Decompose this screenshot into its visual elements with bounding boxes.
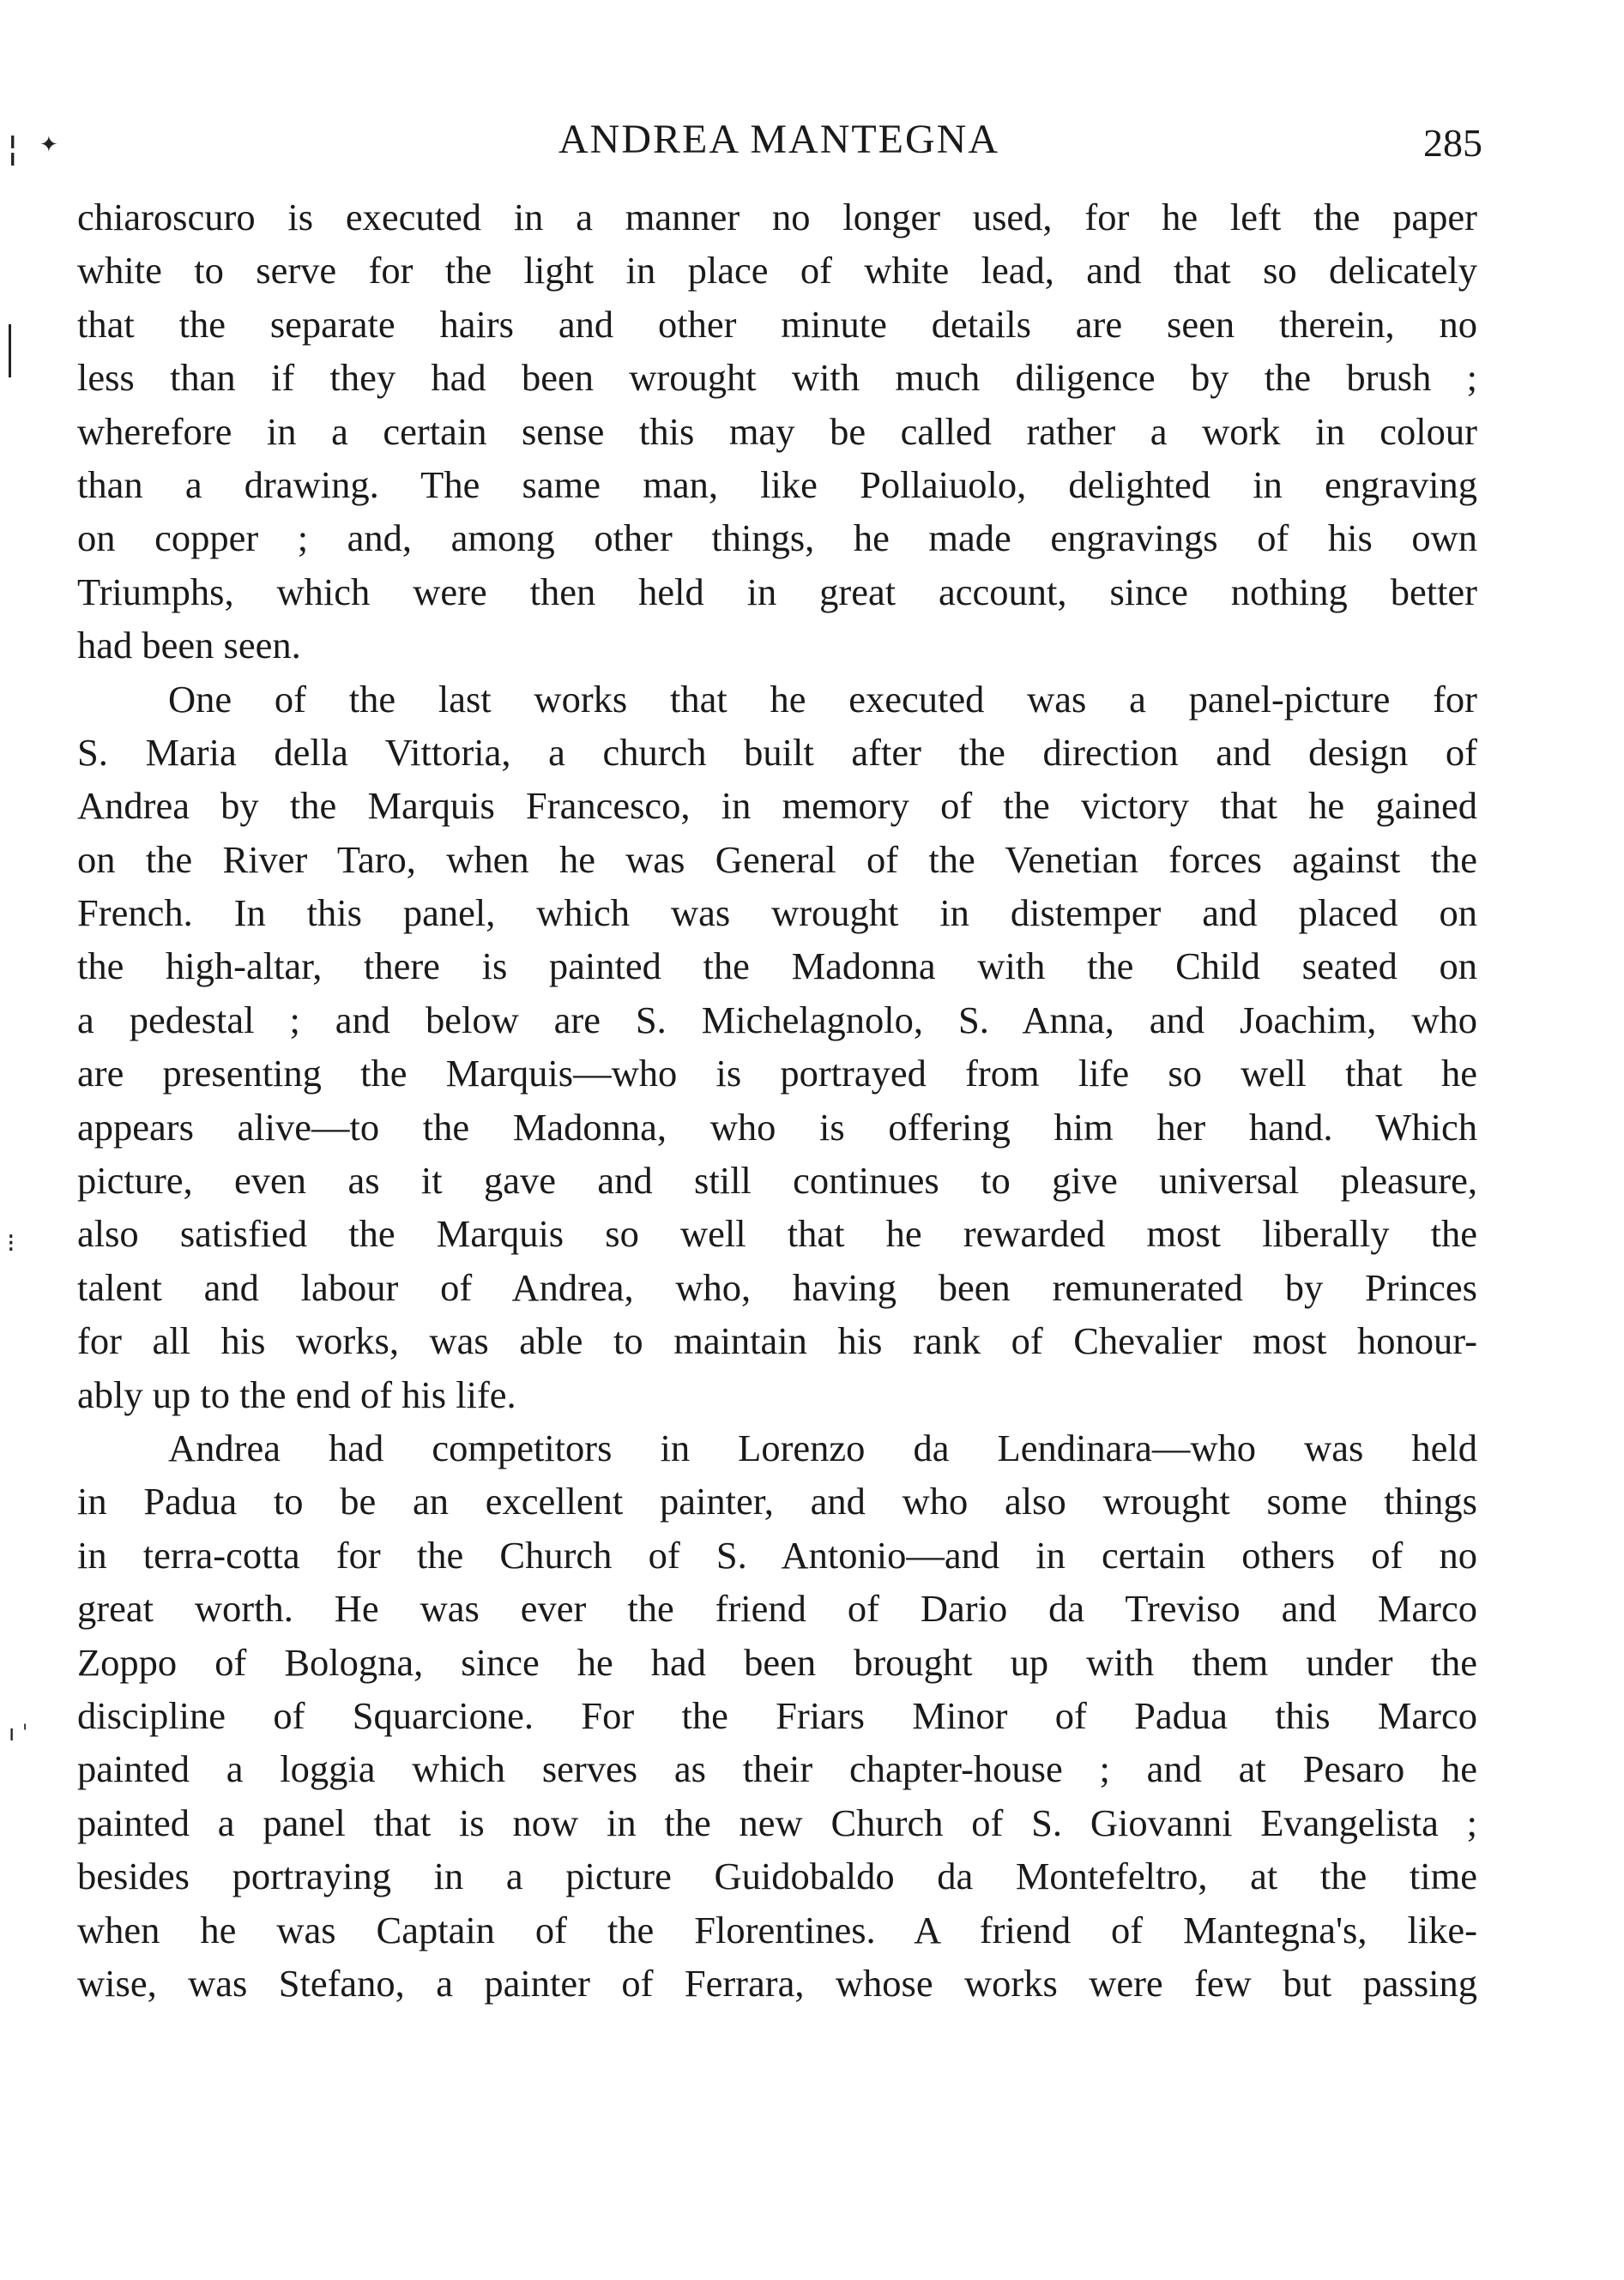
text-line: besides portraying in a picture Guidobaldo da Montefeltro, at the time bbox=[77, 1855, 1477, 1898]
text-line: wherefore in a certain sense this may be called rather a work in colour bbox=[77, 409, 1477, 453]
page-number: 285 bbox=[1423, 121, 1482, 165]
scan-mark bbox=[9, 324, 11, 377]
running-head bbox=[75, 110, 1482, 170]
text-line: painted a loggia which serves as their chapter-house ; and at Pesaro he bbox=[77, 1747, 1477, 1791]
text-line: great worth. He was ever the friend of Dario da Treviso and Marco bbox=[77, 1587, 1477, 1631]
text-line: painted a panel that is now in the new Church of S. Giovanni Evangelista ; bbox=[77, 1800, 1477, 1844]
text-line: picture, even as it gave and still continues to give universal pleasure, bbox=[77, 1159, 1477, 1203]
text-line: on the River Taro, when he was General of the Venetian forces against the bbox=[77, 837, 1477, 881]
body-text bbox=[77, 190, 1477, 2010]
scan-mark: ✦ bbox=[39, 132, 58, 158]
text-line: Zoppo of Bologna, since he had been brought up with them under the bbox=[77, 1640, 1477, 1684]
text-line: the high-altar, there is painted the Madonna with the Child seated on bbox=[77, 944, 1477, 988]
text-line: appears alive—to the Madonna, who is offering him her hand. Which bbox=[77, 1105, 1477, 1149]
text-line: a pedestal ; and below are S. Michelagnolo, S. Anna, and Joachim, who bbox=[77, 998, 1477, 1041]
text-line: ably up to the end of his life. bbox=[77, 1372, 516, 1416]
paragraph bbox=[77, 190, 1477, 673]
text-line: talent and labour of Andrea, who, having been remunerated by Princes bbox=[77, 1265, 1477, 1309]
text-line: that the separate hairs and other minute details are seen therein, no bbox=[77, 302, 1477, 346]
text-line: had been seen. bbox=[77, 624, 301, 667]
text-line: Andrea had competitors in Lorenzo da Lendinara—who was held bbox=[168, 1426, 1477, 1469]
scan-mark: ı ˈ bbox=[9, 1721, 28, 1746]
text-line: wise, was Stefano, a painter of Ferrara, whose works were few but passing bbox=[77, 1961, 1477, 2005]
text-line: Triumphs, which were then held in great account, since nothing better bbox=[77, 570, 1477, 613]
text-line: also satisfied the Marquis so well that he rewarded most liberally the bbox=[77, 1212, 1477, 1256]
text-line: when he was Captain of the Florentines. A friend of Mantegna's, like- bbox=[77, 1908, 1477, 1951]
paragraph bbox=[77, 673, 1477, 1421]
paragraph bbox=[77, 1421, 1477, 2010]
text-line: discipline of Squarcione. For the Friars Minor of Padua this Marco bbox=[77, 1693, 1477, 1737]
running-title: ANDREA MANTEGNA bbox=[558, 117, 999, 162]
text-line: are presenting the Marquis—who is portrayed from life so well that he bbox=[77, 1052, 1477, 1095]
text-line: for all his works, was able to maintain his rank of Chevalier most honour- bbox=[77, 1319, 1477, 1363]
text-line: chiaroscuro is executed in a manner no longer used, for he left the paper bbox=[77, 196, 1477, 238]
text-line: in terra-cotta for the Church of S. Antonio—and in certain others of no bbox=[77, 1533, 1477, 1577]
text-line: Andrea by the Marquis Francesco, in memory of the victory that he gained bbox=[77, 784, 1477, 828]
text-line: S. Maria della Vittoria, a church built after the direction and design of bbox=[77, 730, 1477, 774]
text-line: less than if they had been wrought with much diligence by the brush ; bbox=[77, 356, 1477, 400]
scan-mark: ¦ bbox=[7, 129, 19, 168]
text-line: than a drawing. The same man, like Pollaiuolo, delighted in engraving bbox=[77, 462, 1477, 506]
scan-mark: ⁝ bbox=[7, 1228, 15, 1258]
text-line: on copper ; and, among other things, he made engravings of his own bbox=[77, 516, 1477, 560]
text-line: white to serve for the light in place of white lead, and that so delicately bbox=[77, 249, 1477, 293]
text-line: French. In this panel, which was wrought in distemper and placed on bbox=[77, 891, 1477, 935]
text-line: One of the last works that he executed was a panel-picture for bbox=[168, 677, 1477, 721]
text-line: in Padua to be an excellent painter, and who also wrought some things bbox=[77, 1480, 1477, 1523]
